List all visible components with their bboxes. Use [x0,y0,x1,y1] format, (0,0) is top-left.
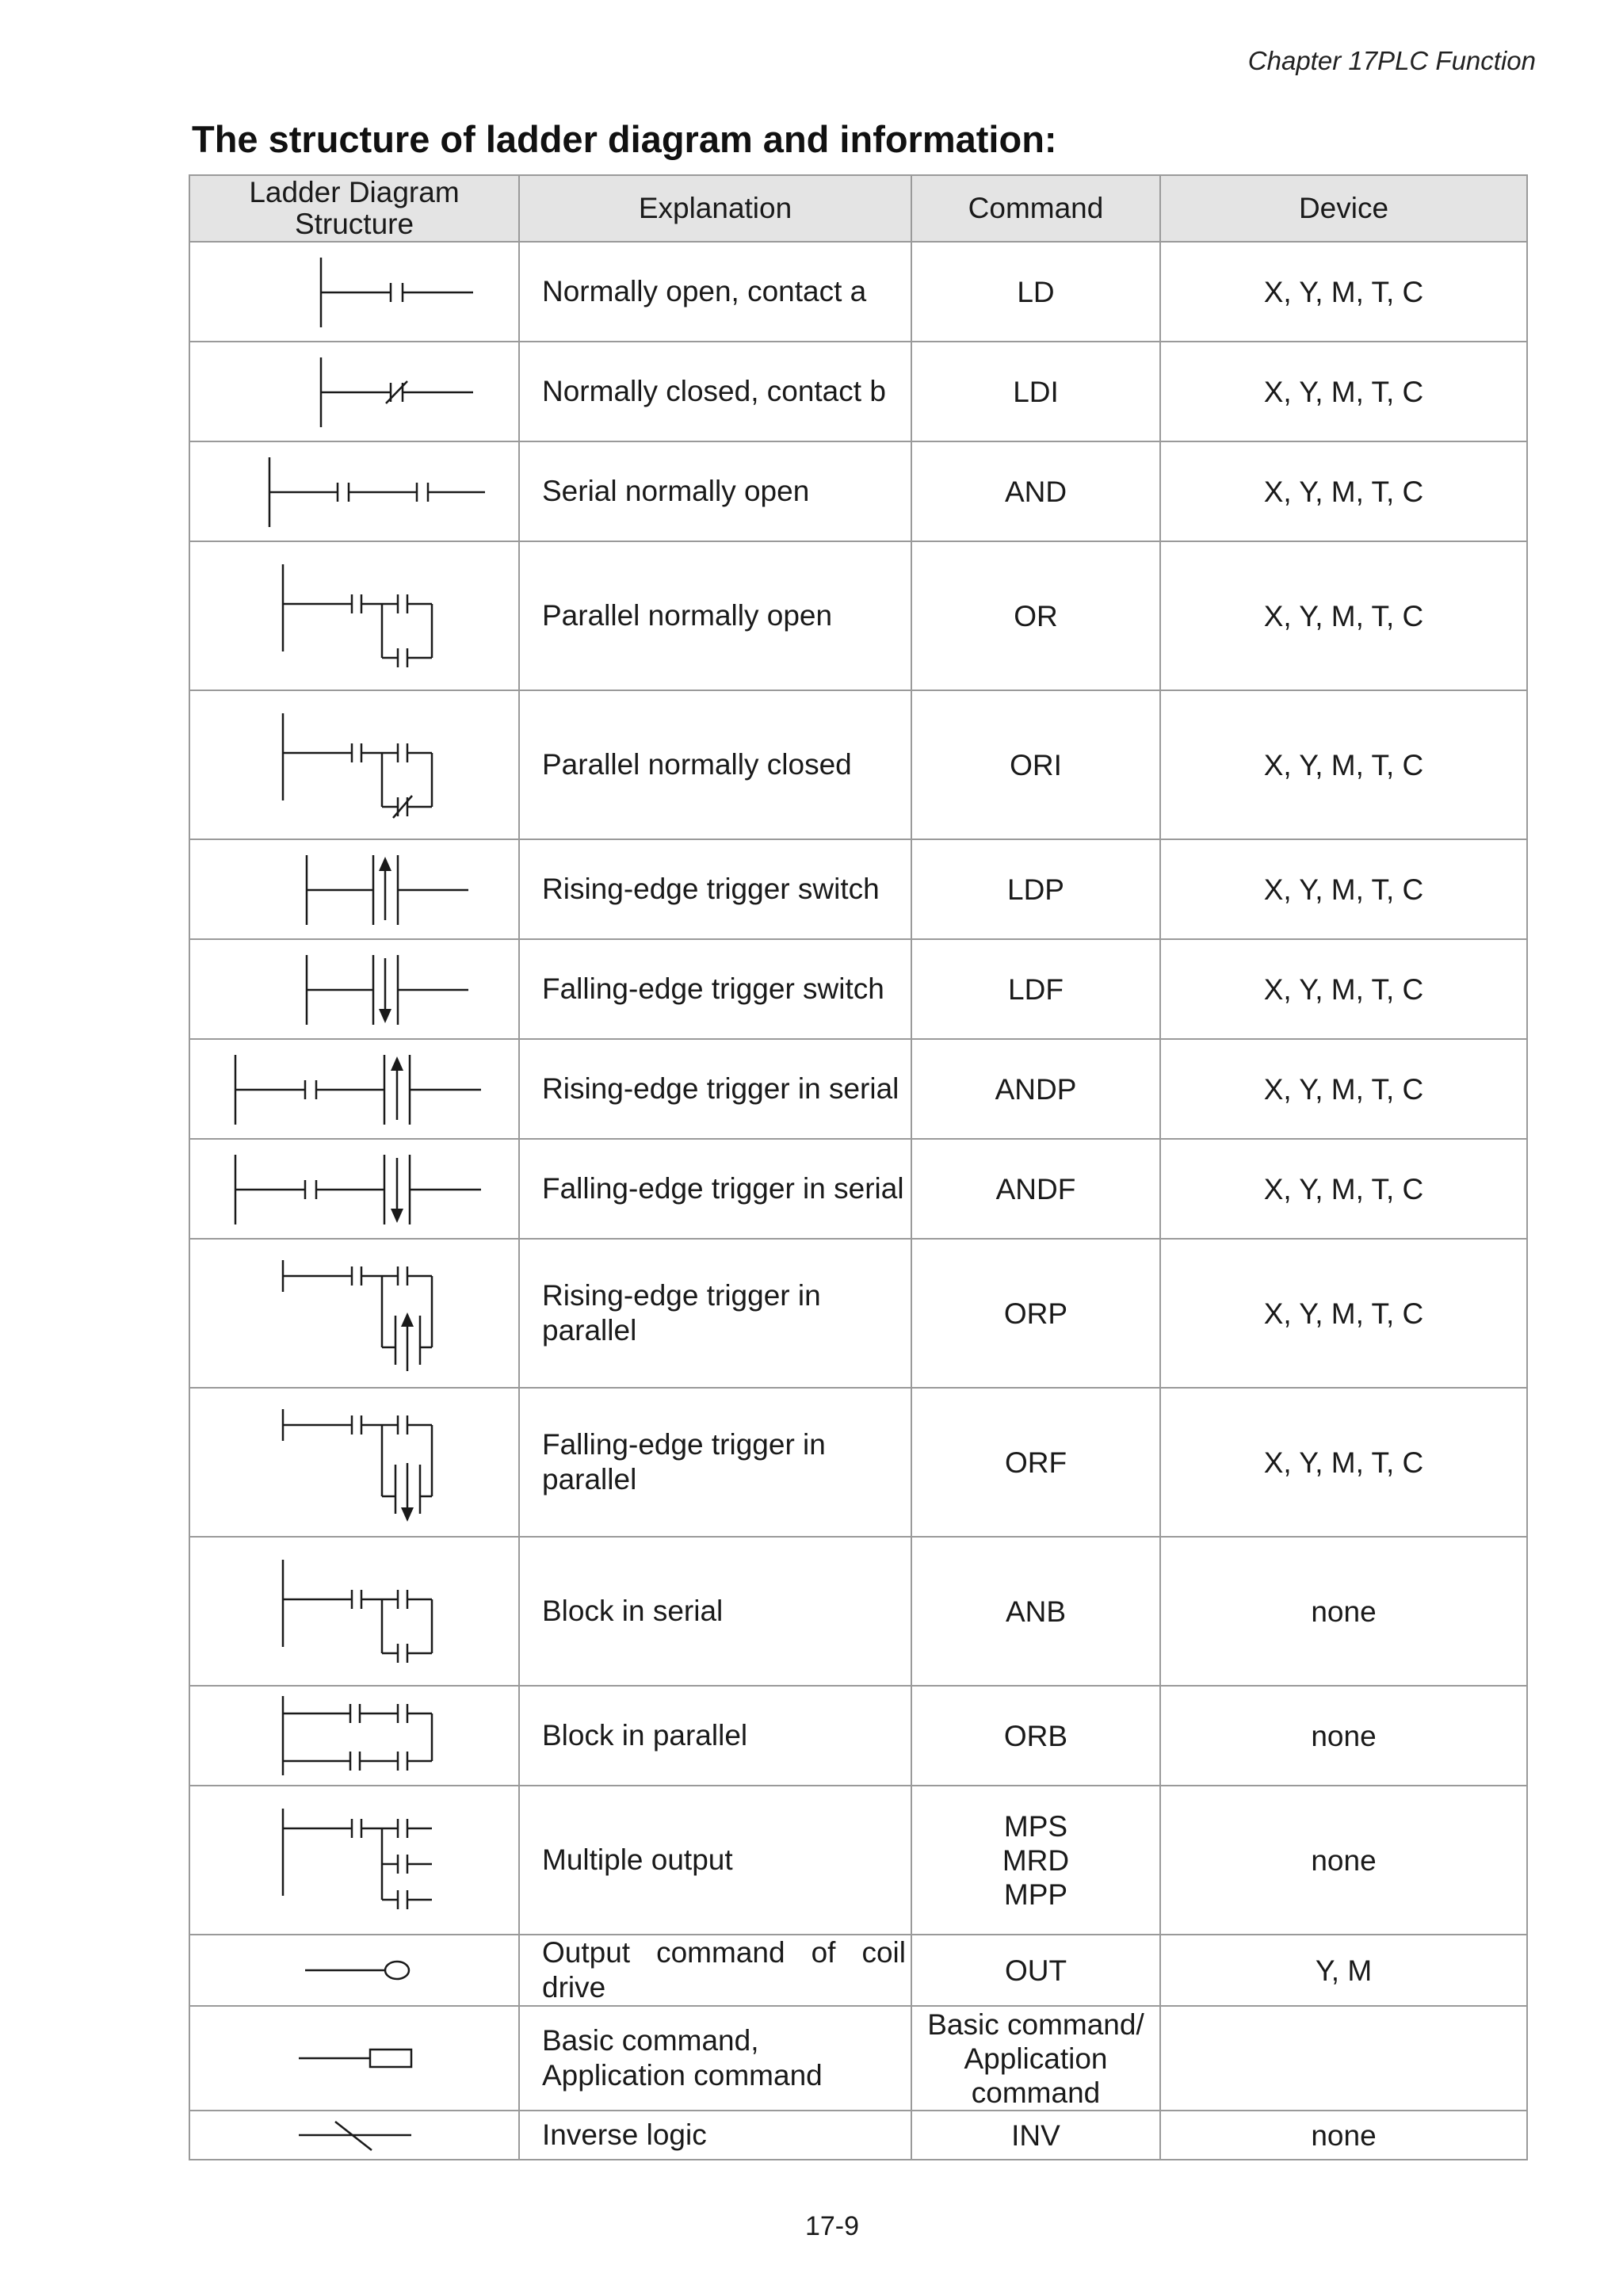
explanation-cell: Output command of coil drive [519,1935,911,2006]
explanation-cell: Rising-edge trigger in parallel [519,1239,911,1388]
symbol-cell [189,690,519,839]
device-cell: Y, M [1160,1935,1527,2006]
command-cell: Basic command/ Application command [911,2006,1160,2111]
explanation-cell: Multiple output [519,1786,911,1935]
device-cell: X, Y, M, T, C [1160,939,1527,1039]
command-cell: INV [911,2111,1160,2160]
symbol-cell [189,1239,519,1388]
table-row [189,839,1527,939]
rising-parallel-icon [235,1246,473,1381]
table-row [189,1239,1527,1388]
table-row [189,242,1527,342]
command-cell: LDP [911,839,1160,939]
rising-serial-icon [204,1045,505,1133]
command-cell: ANB [911,1537,1160,1686]
header-device: Device [1160,175,1527,242]
command-cell: LDI [911,342,1160,441]
table-row [189,2006,1527,2111]
device-cell: X, Y, M, T, C [1160,242,1527,342]
explanation-cell: Falling-edge trigger in serial [519,1139,911,1239]
symbol-cell [189,1686,519,1786]
symbol-cell [189,2006,519,2111]
falling-serial-icon [204,1145,505,1232]
explanation-cell: Inverse logic [519,2111,911,2160]
command-box-icon [235,2034,473,2082]
symbol-cell [189,2111,519,2160]
table-row [189,1139,1527,1239]
inverse-icon [235,2115,473,2155]
device-cell: X, Y, M, T, C [1160,1139,1527,1239]
command-mpp: MPP [1003,1878,1068,1911]
command-cell: ORI [911,690,1160,839]
device-cell: none [1160,1537,1527,1686]
device-cell: X, Y, M, T, C [1160,342,1527,441]
explanation-cell: Basic command, Application command [519,2006,911,2111]
command-cell: ORP [911,1239,1160,1388]
table-row [189,690,1527,839]
header-command: Command [911,175,1160,242]
explanation-cell: Falling-edge trigger switch [519,939,911,1039]
block-parallel-icon [235,1690,473,1782]
explanation-cell: Parallel normally open [519,541,911,690]
table-row [189,1686,1527,1786]
table-row [189,541,1527,690]
table-row [189,342,1527,441]
explanation-cell: Parallel normally closed [519,690,911,839]
contact-a-icon [235,248,473,335]
block-serial-icon [235,1544,473,1679]
falling-edge-icon [235,946,473,1033]
header-structure: Ladder Diagram Structure [189,175,519,242]
device-cell [1160,2006,1527,2111]
table-row [189,1935,1527,2006]
command-mrd: MRD [1002,1843,1070,1877]
command-cell: LDF [911,939,1160,1039]
device-cell: none [1160,1786,1527,1935]
page-title: The structure of ladder diagram and information: [192,118,1057,160]
command-cell: ANDF [911,1139,1160,1239]
ladder-table [189,174,1528,2160]
coil-icon [235,1946,473,1994]
explanation-cell: Normally closed, contact b [519,342,911,441]
falling-parallel-icon [235,1395,473,1530]
symbol-cell [189,1388,519,1537]
explanation-cell: Falling-edge trigger in parallel [519,1388,911,1537]
command-mps: MPS [1003,1809,1068,1843]
device-cell: X, Y, M, T, C [1160,690,1527,839]
symbol-cell [189,1537,519,1686]
explanation-cell: Rising-edge trigger in serial [519,1039,911,1139]
serial-open-icon [223,448,485,535]
device-cell: X, Y, M, T, C [1160,1388,1527,1537]
table-header-row [189,175,1527,242]
header-explanation: Explanation [519,175,911,242]
multiple-output-icon [235,1793,473,1927]
command-cell: ORF [911,1388,1160,1537]
symbol-cell [189,441,519,541]
table-row [189,939,1527,1039]
symbol-cell [189,1786,519,1935]
command-cell: ANDP [911,1039,1160,1139]
symbol-cell [189,839,519,939]
device-cell: X, Y, M, T, C [1160,839,1527,939]
symbol-cell [189,242,519,342]
rising-edge-icon [235,846,473,933]
explanation-cell: Block in parallel [519,1686,911,1786]
device-cell: X, Y, M, T, C [1160,441,1527,541]
explanation-cell: Normally open, contact a [519,242,911,342]
command-cell: OUT [911,1935,1160,2006]
device-cell: X, Y, M, T, C [1160,1039,1527,1139]
device-cell: X, Y, M, T, C [1160,1239,1527,1388]
explanation-cell: Block in serial [519,1537,911,1686]
device-cell: X, Y, M, T, C [1160,541,1527,690]
chapter-header: Chapter 17PLC Function [1247,46,1536,75]
symbol-cell [189,939,519,1039]
table-row [189,2111,1527,2160]
explanation-cell: Serial normally open [519,441,911,541]
symbol-cell [189,342,519,441]
contact-b-icon [235,348,473,435]
device-cell: none [1160,1686,1527,1786]
table-row [189,1786,1527,1935]
table-row [189,1388,1527,1537]
explanation-cell: Rising-edge trigger switch [519,839,911,939]
symbol-cell [189,541,519,690]
symbol-cell [189,1935,519,2006]
symbol-cell [189,1039,519,1139]
parallel-closed-icon [235,697,473,832]
table-row [189,1039,1527,1139]
command-cell: LD [911,242,1160,342]
command-cell [911,1786,1160,1935]
command-cell: AND [911,441,1160,541]
table-row [189,1537,1527,1686]
table-row [189,441,1527,541]
command-cell: ORB [911,1686,1160,1786]
parallel-open-icon [235,548,473,683]
symbol-cell [189,1139,519,1239]
command-cell: OR [911,541,1160,690]
device-cell: none [1160,2111,1527,2160]
page-number: 17-9 [804,2211,860,2241]
